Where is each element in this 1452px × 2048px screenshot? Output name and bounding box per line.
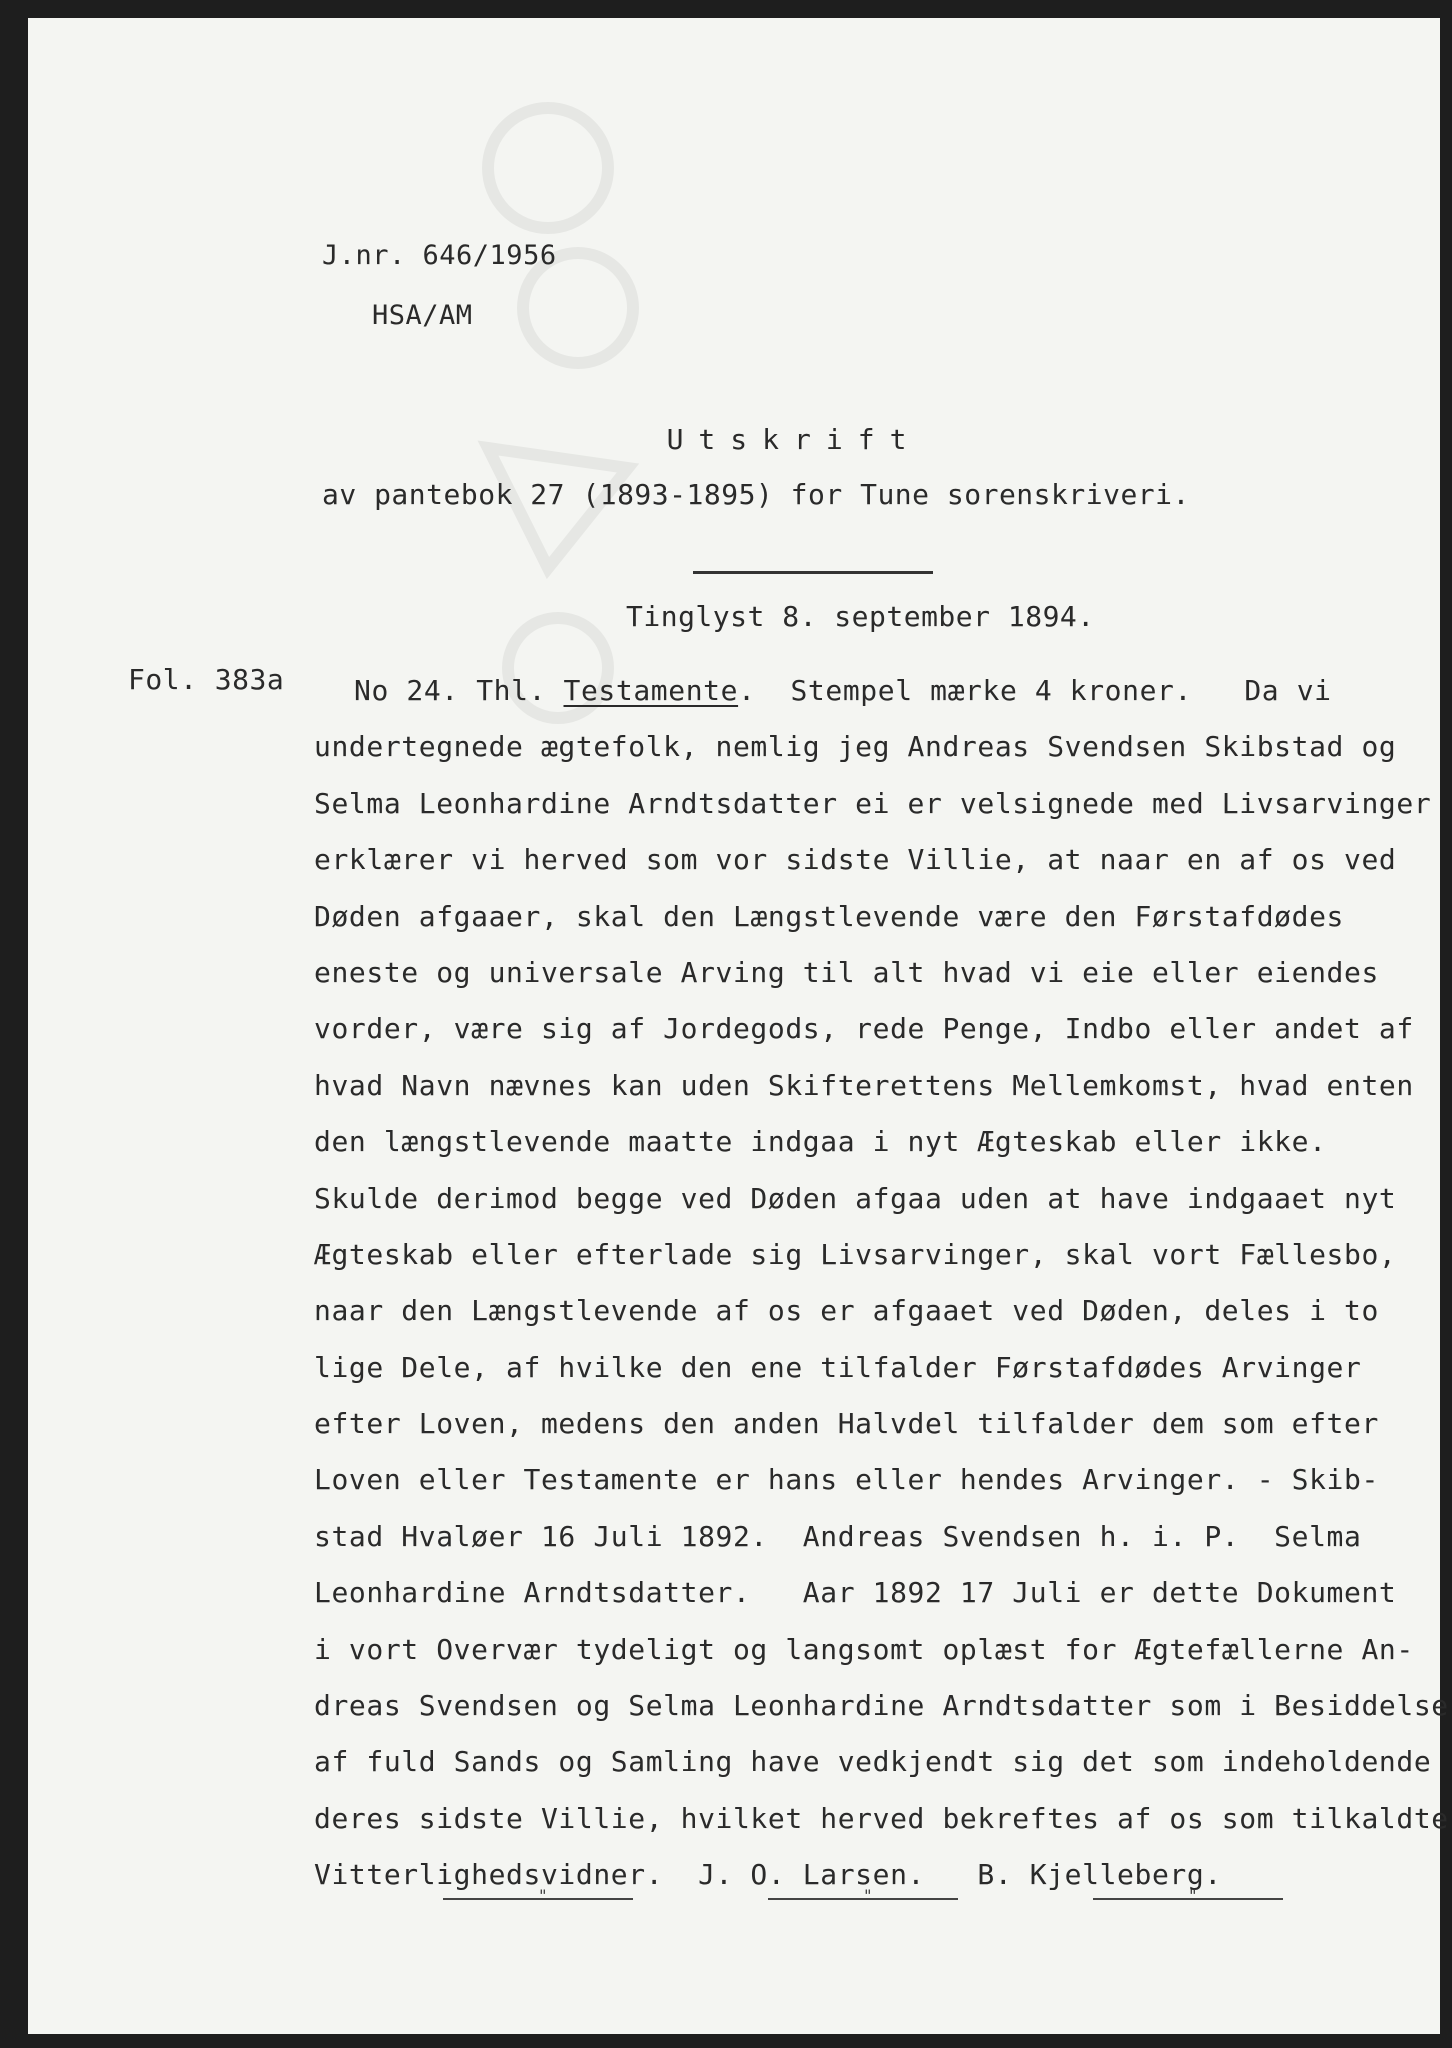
title-divider [693, 571, 933, 574]
document-subtitle: av pantebok 27 (1893-1895) for Tune sorenskriveri. [322, 478, 1190, 511]
body-line: eneste og universale Arving til alt hvad vi eie eller eiendes [314, 955, 1379, 989]
body-line: i vort Overvær tydeligt og langsomt oplæst for Ægtefællerne An- [314, 1632, 1414, 1666]
body-line: Døden afgaaer, skal den Længstlevende være den Førstafdødes [314, 899, 1344, 933]
body-line: efter Loven, medens den anden Halvdel tilfalder dem som efter [314, 1407, 1379, 1441]
body-line: stad Hvaløer 16 Juli 1892. Andreas Svendsen h. i. P. Selma [314, 1519, 1362, 1553]
closing-rule [1093, 1898, 1283, 1900]
body-line: Vitterlighedsvidner. J. O. Larsen. B. Kjelleberg. [314, 1858, 1222, 1892]
underlined-testamente: Testamente [563, 674, 739, 707]
registration-date: Tinglyst 8. september 1894. [626, 600, 1095, 633]
body-line: undertegnede ægtefolk, nemlig jeg Andreas Svendsen Skibstad og [314, 730, 1397, 764]
body-line: erklærer vi herved som vor sidste Villie, at naar en af os ved [314, 843, 1397, 877]
body-line: Loven eller Testamente er hans eller hendes Arvinger. - Skib- [314, 1463, 1379, 1497]
body-line: den længstlevende maatte indgaa i nyt Ægteskab eller ikke. [314, 1125, 1327, 1159]
document-title: Utskrift [666, 423, 922, 456]
body-first-line-suffix: . Stempel mærke 4 kroner. Da vi [738, 674, 1332, 707]
closing-rules [28, 1898, 1440, 1918]
body-line: lige Dele, af hvilke den ene tilfalder Førstafdødes Arvinger [314, 1350, 1362, 1384]
body-line: naar den Længstlevende af os er afgaaet ved Døden, deles i to [314, 1294, 1379, 1328]
body-line: af fuld Sands og Samling have vedkjendt sig det som indeholdende [314, 1745, 1432, 1779]
body-line: hvad Navn nævnes kan uden Skifterettens Mellemkomst, hvad enten [314, 1068, 1414, 1102]
document-page [28, 18, 1449, 2034]
body-first-line [314, 663, 1444, 719]
body-line: dreas Svendsen og Selma Leonhardine Arndtsdatter som i Besiddelse [314, 1689, 1449, 1723]
journal-number: J.nr. 646/1956 [322, 240, 557, 271]
closing-rule [768, 1898, 958, 1900]
body-first-line-prefix: No 24. Thl. [354, 674, 564, 707]
body-line: vorder, være sig af Jordegods, rede Penge, Indbo eller andet af [314, 1012, 1414, 1046]
body-line: deres sidste Villie, hvilket herved bekreftes af os som tilkaldte [314, 1801, 1449, 1835]
body-line: Leonhardine Arndtsdatter. Aar 1892 17 Juli er dette Dokument [314, 1576, 1397, 1610]
folio-reference: Fol. 383a [128, 663, 285, 696]
initials: HSA/AM [372, 300, 473, 331]
body-line: Ægteskab eller efterlade sig Livsarvinger, skal vort Fællesbo, [314, 1237, 1397, 1271]
closing-rule [443, 1898, 633, 1900]
document-body [314, 663, 1449, 1904]
body-line: Selma Leonhardine Arndtsdatter ei er velsignede med Livsarvinger [314, 786, 1432, 820]
body-line: Skulde derimod begge ved Døden afgaa uden at have indgaaet nyt [314, 1181, 1397, 1215]
